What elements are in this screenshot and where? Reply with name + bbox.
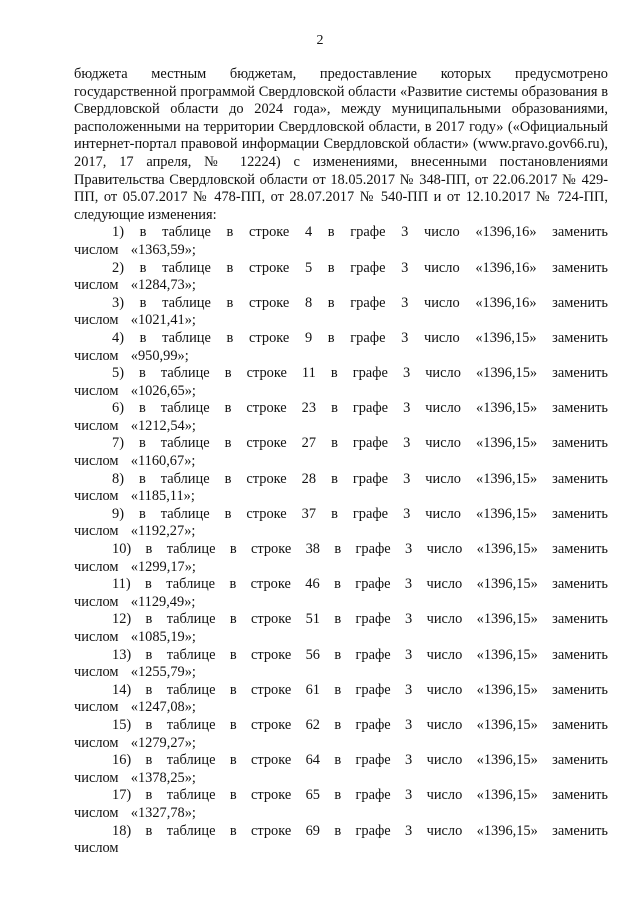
- amendment-item: 14) в таблице в строке 61 в графе 3 число «1396,15» заменить числом «1247,08»;: [74, 681, 608, 716]
- amendment-item: 2) в таблице в строке 5 в графе 3 число «1396,16» заменить числом «1284,73»;: [74, 259, 608, 294]
- amendment-item: 12) в таблице в строке 51 в графе 3 число «1396,15» заменить числом «1085,19»;: [74, 611, 608, 645]
- page-number: 2: [316, 33, 324, 48]
- amendment-item: 3) в таблице в строке 8 в графе 3 число «1396,16» заменить числом «1021,41»;: [74, 294, 608, 329]
- document-body: [74, 66, 608, 858]
- amendment-item: 11) в таблице в строке 46 в графе 3 число «1396,15» заменить числом «1129,49»;: [74, 576, 608, 610]
- amendment-item: 8) в таблице в строке 28 в графе 3 число «1396,15» заменить числом «1185,11»;: [74, 470, 608, 505]
- amendment-item: 5) в таблице в строке 11 в графе 3 число «1396,15» заменить числом «1026,65»;: [74, 365, 608, 399]
- amendment-item: 7) в таблице в строке 27 в графе 3 число «1396,15» заменить числом «1160,67»;: [74, 435, 608, 470]
- amendment-item: 4) в таблице в строке 9 в графе 3 число «1396,15» заменить числом «950,99»;: [74, 329, 608, 364]
- amendment-list: [74, 224, 608, 857]
- amendment-item: 6) в таблице в строке 23 в графе 3 число «1396,15» заменить числом «1212,54»;: [74, 400, 608, 434]
- amendment-item: 15) в таблице в строке 62 в графе 3 число «1396,15» заменить числом «1279,27»;: [74, 716, 608, 751]
- amendment-item: 16) в таблице в строке 64 в графе 3 число «1396,15» заменить числом «1378,25»;: [74, 752, 608, 786]
- amendment-item: 13) в таблице в строке 56 в графе 3 число «1396,15» заменить числом «1255,79»;: [74, 646, 608, 681]
- amendment-item: 10) в таблице в строке 38 в графе 3 число «1396,15» заменить числом «1299,17»;: [74, 541, 608, 575]
- amendment-item: 18) в таблице в строке 69 в графе 3 число «1396,15» заменить числом: [74, 822, 608, 857]
- intro-paragraph: бюджета местным бюджетам, предоставление которых предусмотрено государственной программой Свердловской области «Развитие системы образования в Свердловской области до 2024 года», между муниципальными образованиями, расположенными на территории Свердловской области, в 2017 году» («Официальный интернет-портал правовой информации Свердловской области» (www.pravo.gov66.ru), 2017, 17 апреля, № 12224) с изменениями, внесенными постановлениями Правительства Свердловской области от 18.05.2017 № 348-ПП, от 22.06.2017 № 429-ПП, от 05.07.2017 № 478-ПП, от 28.07.2017 № 540-ПП и от 12.10.2017 № 724-ПП, следующие изменения:: [74, 66, 608, 223]
- amendment-item: 17) в таблице в строке 65 в графе 3 число «1396,15» заменить числом «1327,78»;: [74, 787, 608, 821]
- amendment-item: 1) в таблице в строке 4 в графе 3 число «1396,16» заменить числом «1363,59»;: [74, 224, 608, 258]
- amendment-item: 9) в таблице в строке 37 в графе 3 число «1396,15» заменить числом «1192,27»;: [74, 505, 608, 540]
